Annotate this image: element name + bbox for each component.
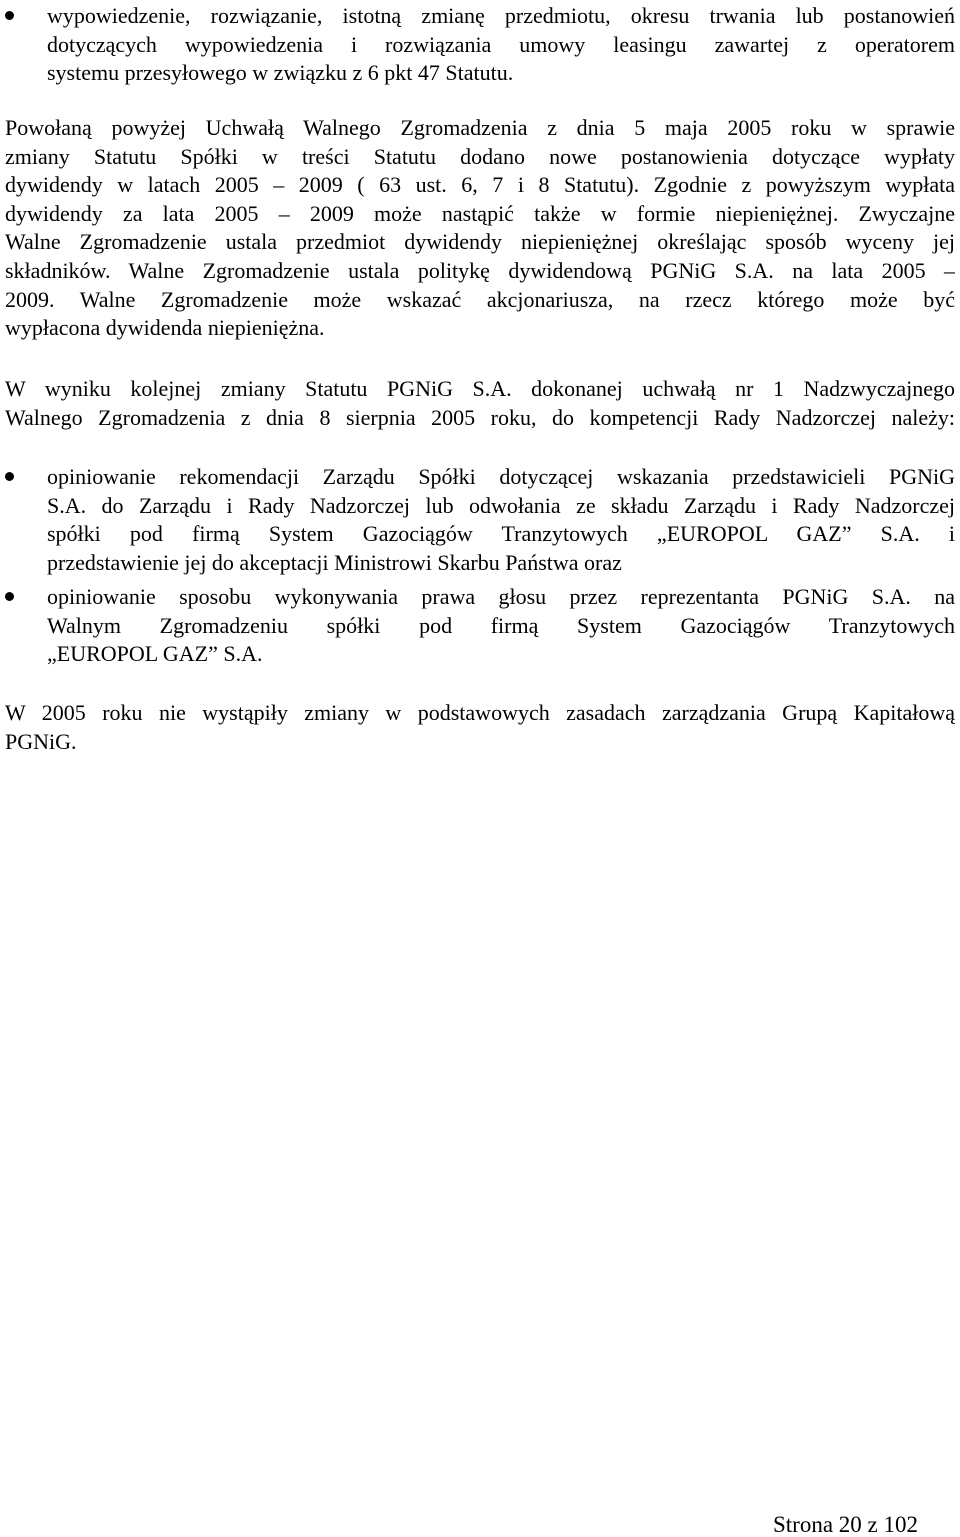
text-line: S.A. do Zarządu i Rady Nadzorczej lub odwołania ze składu Zarządu i Rady Nadzorczej	[47, 492, 955, 518]
bullet-icon	[5, 592, 14, 601]
text-line: wypłacona dywidenda niepieniężna.	[5, 315, 325, 341]
text-line: systemu przesyłowego w związku z 6 pkt 47 Statutu.	[47, 60, 514, 86]
paragraph-amendment	[5, 375, 955, 432]
text-line: spółki pod firmą System Gazociągów Tranzytowych „EUROPOL GAZ” S.A. i	[47, 521, 955, 547]
page-number: Strona 20 z 102	[772, 1512, 918, 1537]
text-line: PGNiG.	[5, 728, 77, 754]
bullet-icon	[5, 472, 14, 481]
text-line: wypowiedzenie, rozwiązanie, istotną zmianę przedmiotu, okresu trwania lub postanowień	[47, 3, 955, 28]
text-line: składników. Walne Zgromadzenie ustala politykę dywidendową PGNiG S.A. na lata 2005 –	[5, 257, 955, 283]
text-line: opiniowanie sposobu wykonywania prawa głosu przez reprezentanta PGNiG S.A. na	[47, 584, 955, 609]
text-line: Walnego Zgromadzenia z dnia 8 sierpnia 2005 roku, do kompetencji Rady Nadzorczej należy:	[5, 404, 955, 430]
text-line: opiniowanie rekomendacji Zarządu Spółki dotyczącej wskazania przedstawicieli PGNiG	[47, 464, 955, 489]
text-line: zmiany Statutu Spółki w treści Statutu dodano nowe postanowienia dotyczące wypłaty	[5, 143, 955, 169]
text-line: Walne Zgromadzenie ustala przedmiot dywidendy niepieniężnej określając sposób wyceny jej	[5, 229, 955, 255]
text-line: dotyczących wypowiedzenia i rozwiązania umowy leasingu zawartej z operatorem	[47, 31, 955, 57]
text-line: „EUROPOL GAZ” S.A.	[47, 641, 263, 667]
paragraph-closing	[5, 699, 955, 756]
text-line: W wyniku kolejnej zmiany Statutu PGNiG S.A. dokonanej uchwałą nr 1 Nadzwyczajnego	[5, 376, 955, 401]
text-line: przedstawienie jej do akceptacji Ministrowi Skarbu Państwa oraz	[47, 549, 622, 575]
text-line: dywidendy za lata 2005 – 2009 może nastąpić także w formie niepieniężnej. Zwyczajne	[5, 200, 955, 226]
bullet-icon	[5, 11, 14, 20]
list-item	[47, 463, 955, 577]
text-line: dywidendy w latach 2005 – 2009 ( 63 ust. 6, 7 i 8 Statutu). Zgodnie z powyższym wypłata	[5, 172, 955, 198]
text-line: Walnym Zgromadzeniu spółki pod firmą System Gazociągów Tranzytowych	[47, 612, 955, 638]
text-line: W 2005 roku nie wystąpiły zmiany w podstawowych zasadach zarządzania Grupą Kapitałową	[5, 700, 955, 725]
text-line: Powołaną powyżej Uchwałą Walnego Zgromadzenia z dnia 5 maja 2005 roku w sprawie	[5, 115, 955, 140]
list-item	[47, 2, 955, 88]
text-line: 2009. Walne Zgromadzenie może wskazać akcjonariusza, na rzecz którego może być	[5, 286, 955, 312]
list-item	[47, 583, 955, 669]
paragraph-dividends	[5, 114, 955, 343]
